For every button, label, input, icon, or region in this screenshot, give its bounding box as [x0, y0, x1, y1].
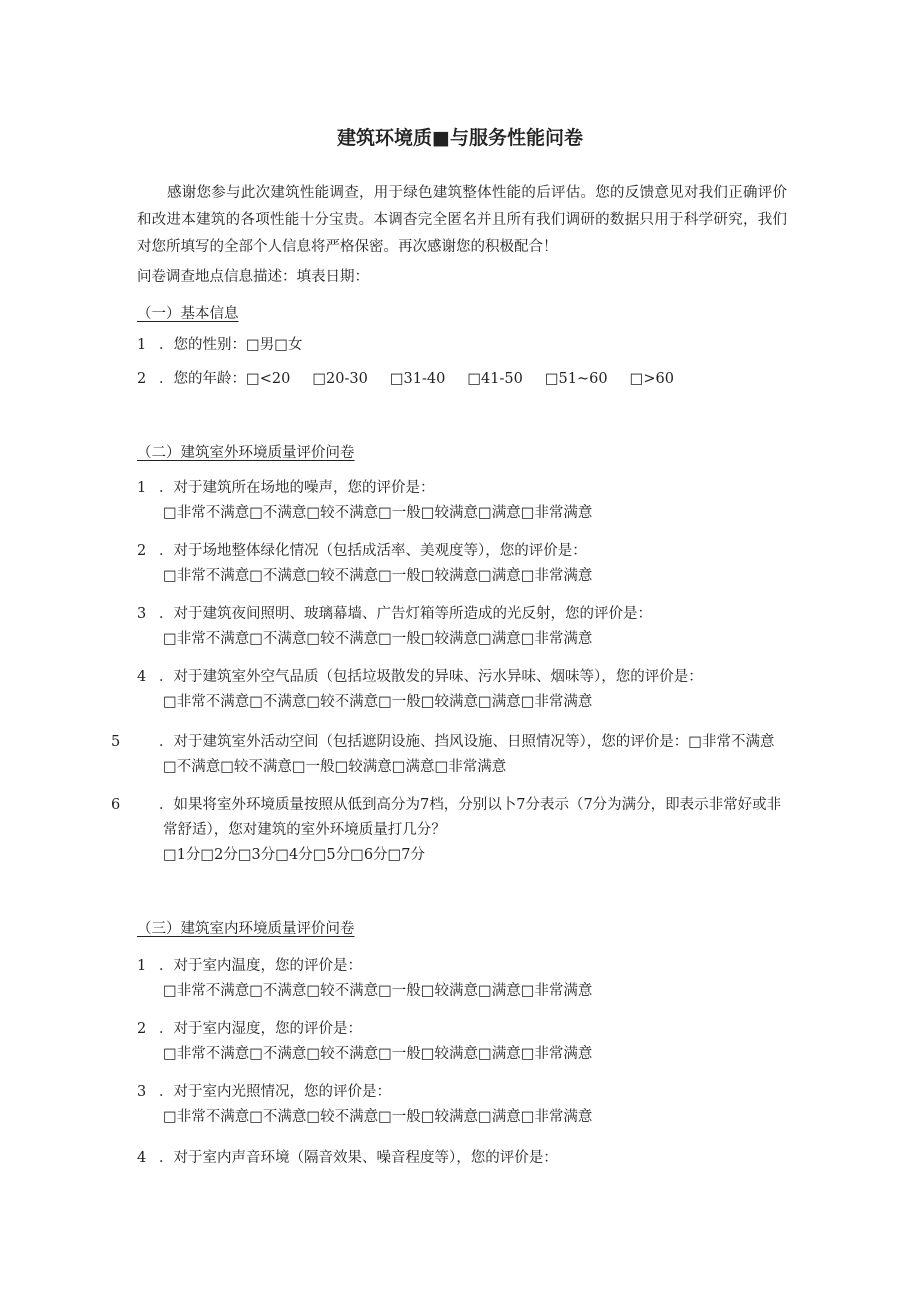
- question-indoor-temperature: [137, 954, 792, 1004]
- question-text[interactable]: ．对于建筑室外活动空间（包括遮阴设施、挡风设施、日照情况等），您的评价是：□非常不满意□不满意□较不满意□一般□较满意□满意□非常满意: [159, 734, 775, 775]
- question-outdoor-score: [111, 793, 787, 868]
- question-text: ．对于建筑夜间照明、玻璃幕墙、广告灯箱等所造成的光反射，您的评价是：: [159, 606, 652, 622]
- question-number: 2: [137, 371, 147, 387]
- age-option[interactable]: □31-40: [389, 371, 446, 387]
- age-option[interactable]: □<20: [246, 371, 291, 387]
- rating-options[interactable]: □非常不满意□不满意□较不满意□一般□较满意□满意□非常满意: [163, 568, 593, 584]
- question-number: 4: [137, 1150, 147, 1166]
- age-option[interactable]: □51~60: [544, 371, 608, 387]
- location-line: 问卷调查地点信息描述：填表日期：: [137, 269, 369, 285]
- question-number: 1: [137, 480, 147, 496]
- question-text: ．如果将室外环境质量按照从低到高分为7档，分别以卜7分表示（7分为满分，即表示非常好或非常舒适），您对建筑的室外环境质量打几分？: [159, 797, 782, 838]
- question-text[interactable]: ．您的性别：□男□女: [159, 337, 303, 353]
- intro-paragraph: 感谢您参与此次建筑性能调查，用于绿色建筑整体性能的后评估。您的反馈意见对我们正确评价和改进本建筑的各项性能十分宝贵。本调杳完全匿名并且所有我们调研的数据只用于科学研究，我们对您所填写的全部个人信息将严格保密。再次感谢您的积极配合！: [137, 185, 787, 255]
- question-indoor-acoustics: [137, 1146, 792, 1171]
- question-outdoor-greening: [137, 539, 792, 589]
- question-number: 3: [137, 606, 147, 622]
- question-gender: [137, 333, 792, 358]
- rating-options[interactable]: □非常不满意□不满意□较不满意□一般□较满意□满意□非常满意: [163, 1109, 593, 1125]
- question-text: ．对于建筑所在场地的噪声，您的评价是：: [159, 480, 435, 496]
- question-text: ．对于室内声音环境（隔音效果、噪音程度等），您的评价是：: [159, 1150, 558, 1166]
- age-option[interactable]: □>60: [629, 371, 674, 387]
- question-text: ．对于室内湿度，您的评价是：: [159, 1021, 362, 1037]
- question-number: 5: [111, 734, 121, 750]
- question-text: ．您的年龄：: [159, 371, 246, 387]
- score-options[interactable]: □1分□2分□3分□4分□5分□6分□7分: [163, 847, 425, 863]
- question-number: 6: [111, 797, 121, 813]
- question-indoor-lighting: [137, 1080, 792, 1130]
- question-number: 1: [137, 958, 147, 974]
- section-outdoor-heading: （二）建筑室外环境质量评价问卷: [137, 445, 355, 461]
- rating-options[interactable]: □非常不满意□不满意□较不满意□一般□较满意□满意□非常满意: [163, 694, 593, 710]
- question-light-reflection: [137, 602, 792, 652]
- section-basic-info-heading: （一）基本信息: [137, 306, 239, 322]
- section-indoor-heading: （三）建筑室内环境质量评价问卷: [137, 921, 355, 937]
- page-title: 建筑环境质■与服务性能问卷: [337, 127, 583, 149]
- question-number: 2: [137, 543, 147, 559]
- question-age: [137, 367, 792, 392]
- question-number: 2: [137, 1021, 147, 1037]
- question-indoor-humidity: [137, 1017, 792, 1067]
- question-number: 4: [137, 669, 147, 685]
- question-outdoor-noise: [137, 476, 792, 526]
- question-number: 3: [137, 1084, 147, 1100]
- question-text: ．对于建筑室外空气品质（包括垃圾散发的异味、污水异味、烟味等），您的评价是：: [159, 669, 703, 685]
- question-text: ．对于室内光照情况，您的评价是：: [159, 1084, 391, 1100]
- question-outdoor-activity-space: [111, 730, 782, 780]
- age-option[interactable]: □20-30: [312, 371, 368, 387]
- rating-options[interactable]: □非常不满意□不满意□较不满意□一般□较满意□满意□非常满意: [163, 631, 593, 647]
- rating-options[interactable]: □非常不满意□不满意□较不满意□一般□较满意□满意□非常满意: [163, 983, 593, 999]
- question-text: ．对于室内温度，您的评价是：: [159, 958, 362, 974]
- rating-options[interactable]: □非常不满意□不满意□较不满意□一般□较满意□满意□非常满意: [163, 1046, 593, 1062]
- question-outdoor-air: [137, 665, 792, 715]
- age-option[interactable]: □41-50: [467, 371, 523, 387]
- rating-options[interactable]: □非常不满意□不满意□较不满意□一般□较满意□满意□非常满意: [163, 505, 593, 521]
- question-text: ．对于场地整体绿化情况（包括成活率、美观度等），您的评价是：: [159, 543, 587, 559]
- question-number: 1: [137, 337, 147, 353]
